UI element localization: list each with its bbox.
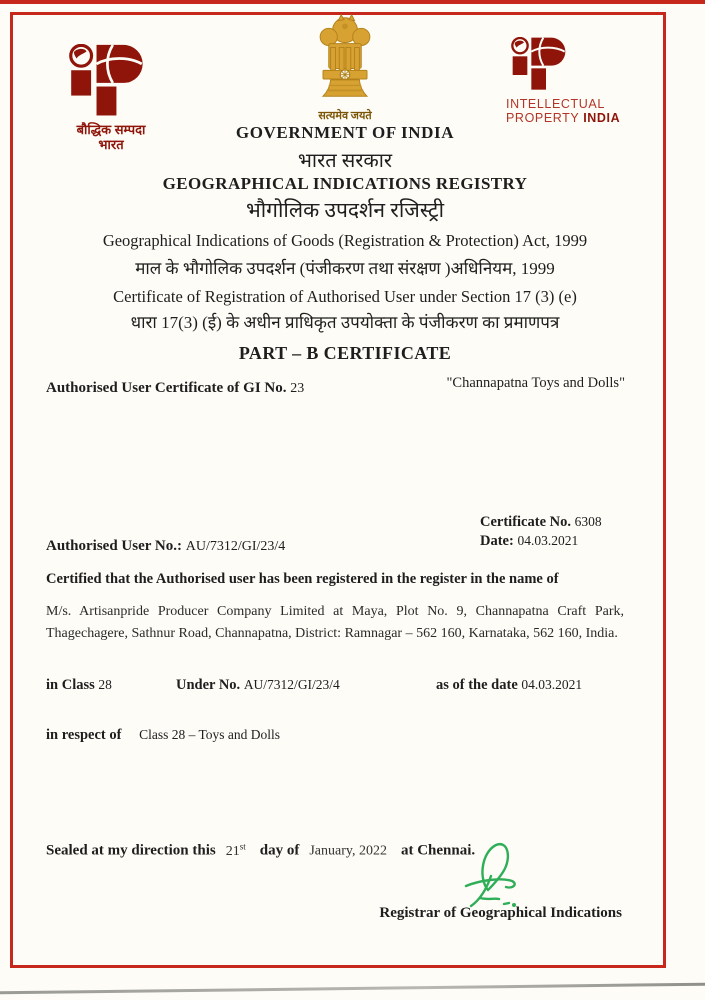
certificate-date-line [480,532,602,551]
as-of-date-segment [436,677,582,694]
under-no-label: Under No. [176,677,241,693]
ip-text-line2: PROPERTY INDIA [506,111,621,125]
sealed-suffix: at Chennai. [400,842,476,859]
ip-india-logo-icon [46,44,176,120]
class-segment [46,677,112,693]
sealed-day: 21st [225,841,246,859]
authorised-user-label: Authorised User No.: [46,538,182,554]
ip-india-caption-line1: बौद्धिक सम्पदा [76,122,146,137]
certificate-date-label: Date: [480,532,514,549]
gi-name: "Channapatna Toys and Dolls" [446,375,625,391]
certificate-no-label: Certificate No. [480,514,571,530]
certificate-no-line [480,513,602,532]
sealed-prefix: Sealed at my direction this [46,842,216,859]
class-row [46,677,624,694]
national-emblem [297,13,393,123]
under-no-value: AU/7312/GI/23/4 [243,677,340,692]
gov-title-hi: भारत सरकार [297,150,393,172]
act-line-en: Geographical Indications of Goods (Registration & Protection) Act, 1999 [102,231,588,250]
class-value: 28 [98,677,112,692]
sealed-date: January, 2022 [309,843,387,859]
cert-line-hi: धारा 17(3) (ई) के अधीन प्राधिकृत उपयोक्ता के पंजीकरण का प्रमाणपत्र [130,313,560,332]
respect-row [46,727,280,744]
certificate-no-value: 6308 [574,514,602,529]
respect-value: Class 28 – Toys and Dolls [139,727,281,742]
as-of-date-label: as of the date [436,677,518,693]
sealed-line [46,841,475,860]
certified-statement: Certified that the Authorised user has been registered in the register in the name of [46,571,559,587]
authorised-user-value: AU/7312/GI/23/4 [185,539,286,554]
ip-india-logo-right [506,37,656,125]
gi-number-value: 23 [290,381,305,396]
ip-text-india: INDIA [583,111,621,125]
intellectual-property-text [506,97,656,125]
part-b-title: PART – B CERTIFICATE [238,343,452,363]
registrar-label: Registrar of Geographical Indications [379,905,622,921]
gi-number-line [46,380,304,397]
top-edge-strip [0,0,705,4]
intellectual-property-logo-icon [506,37,656,93]
national-emblem-icon [301,88,389,105]
certificate-no-block [480,513,602,550]
under-no-segment [176,677,340,694]
certificate-date-value: 04.03.2021 [517,532,579,548]
act-line-hi: माल के भौगोलिक उपदर्शन (पंजीकरण तथा संरक्षण )अधिनियम, 1999 [135,259,555,278]
class-label: in Class [46,677,95,693]
scan-paper-edge [0,983,705,995]
gi-number-label: Authorised User Certificate of GI No. [46,380,287,396]
registry-title-en: GEOGRAPHICAL INDICATIONS REGISTRY [162,174,528,193]
registry-title-hi: भौगोलिक उपदर्शन रजिस्ट्री [245,198,445,222]
emblem-motto: सत्यमेव जयते [318,110,372,122]
cert-line-en: Certificate of Registration of Authorised User under Section 17 (3) (e) [113,287,577,306]
ip-india-caption-line2: भारत [98,137,124,152]
as-of-date-value: 04.03.2021 [521,677,583,692]
gov-title-en: GOVERNMENT OF INDIA [235,123,455,142]
registrant-address: M/s. Artisanpride Producer Company Limited at Maya, Plot No. 9, Channapatna Craft Park, Thagechagere, Sathnur Road, Channapatna, District: Ramnagar – 562 160, Karnataka, 562 160, India. [46,604,624,641]
respect-label: in respect of [46,727,122,743]
authorised-user-line [46,538,285,555]
ip-text-line1: INTELLECTUAL [506,97,605,111]
sealed-mid: day of [259,842,300,859]
